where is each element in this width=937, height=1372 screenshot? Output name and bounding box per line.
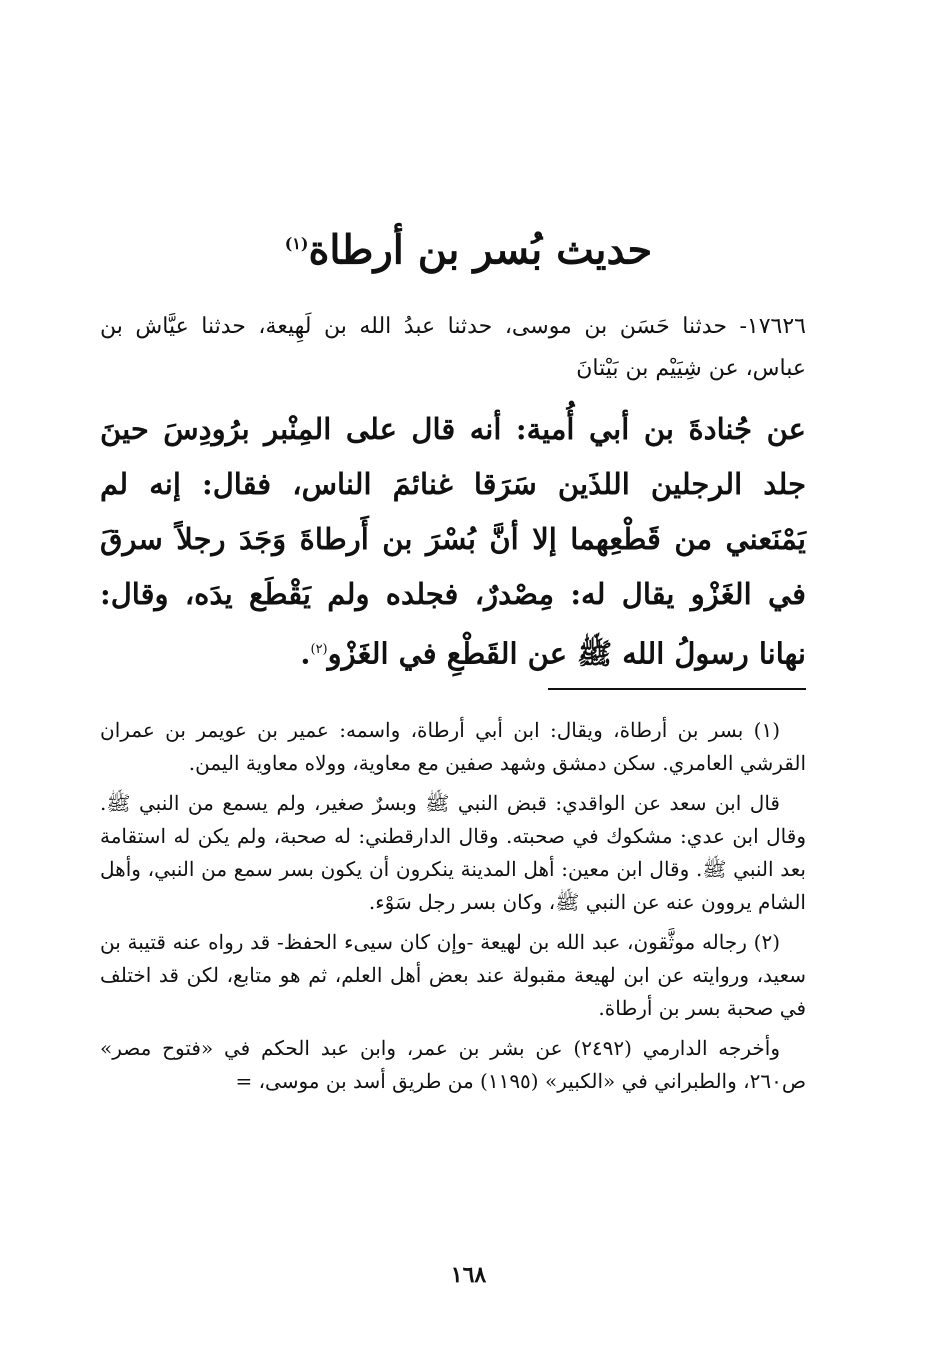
hadith-matn: [100, 402, 806, 682]
hadith-isnad: [100, 306, 806, 390]
matn-footnote-marker: (٢): [310, 642, 328, 657]
footnotes-section: [100, 714, 806, 1105]
footnote-divider: [548, 688, 806, 690]
footnote-paragraph: قال ابن سعد عن الواقدي: قبض النبي ﷺ وبسرٌ صغير، ولم يسمع من النبي ﷺ. وقال ابن عدي: مشكوك في صحبته. وقال الدارقطني: له صحبة، ولم يكن له استقامة بعد النبي ﷺ. وقال ابن معين: أهل المدينة ينكرون أن يكون بسر سمع من النبي، وأهل الشام يروون عنه عن النبي ﷺ، وكان بسر رجل سَوْء.: [100, 791, 806, 914]
footnote-paragraph: وأخرجه الدارمي (٢٤٩٢) عن بشر بن عمر، وابن عبد الحكم في «فتوح مصر» ص٢٦٠، والطبراني في «الكبير» (١١٩٥) من طريق أسد بن موسى، =: [100, 1036, 806, 1093]
footnote-paragraph: (٢) رجاله موثَّقون، عبد الله بن لهيعة -وإن كان سيىء الحفظ- قد رواه عنه قتيبة بن سعيد، وروايته عن ابن لهيعة مقبولة عند بعض أهل العلم، ثم هو متابع، لكن قد اختلف في صحبة بسر بن أرطاة.: [100, 930, 806, 1020]
matn-end: .: [300, 636, 311, 671]
chapter-title-text: حديث بُسر بن أرطاة: [308, 226, 653, 274]
isnad-text: ١٧٦٢٦- حدثنا حَسَن بن موسى، حدثنا عبدُ الله بن لَهِيعة، حدثنا عيَّاش بن عباس، عن شِيَيْم بن بَيْتانَ: [100, 314, 806, 381]
title-footnote-marker: (١): [284, 234, 309, 253]
footnote-paragraph: (١) بسر بن أرطاة، ويقال: ابن أبي أرطاة، واسمه: عمير بن عويمر بن عمران القرشي العامري. سكن دمشق وشهد صفين مع معاوية، وولاه معاوية اليمن.: [100, 718, 806, 775]
matn-text: عن جُنادةَ بن أبي أُمية: أنه قال على المِنْبر برُودِسَ حينَ جلد الرجلين اللذَين سَرَقا غنائمَ الناس، فقال: إنه لم يَمْنَعني من قَطْعِهما إلا أنَّ بُسْرَ بن أَرطاةَ وَجَدَ رجلاً سرقَ في الغَزْو يقال له: مِصْدرٌ، فجلده ولم يَقْطَع يدَه، وقال: نهانا رسولُ الله ﷺ عن القَطْعِ في الغَزْو: [100, 412, 806, 671]
chapter-title: [0, 212, 937, 282]
page-number: ١٦٨: [450, 1262, 487, 1288]
